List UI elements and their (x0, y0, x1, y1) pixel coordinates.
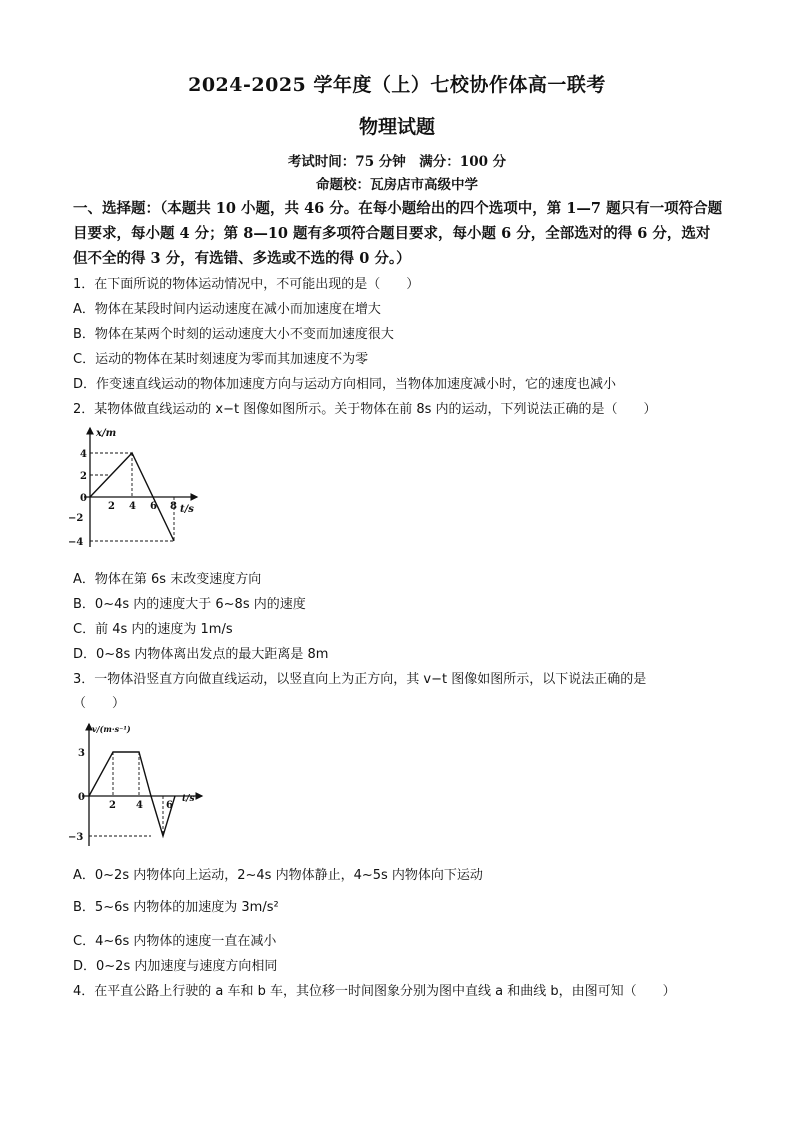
q3-stem: 3．一物体沿竖直方向做直线运动，以竖直向上为正方向，其 v−t 图像如图所示，以下说法正确的是 (73, 672, 647, 687)
q3-ytick-0: 0 (78, 792, 85, 803)
q3-option-b: B．5~6s 内物体的加速度为 3m/s² (73, 900, 279, 915)
q3-xtick-2: 2 (109, 800, 116, 811)
q2-ytick-neg2: −2 (68, 513, 84, 524)
q2-stem: 2．某物体做直线运动的 x−t 图像如图所示。关于物体在前 8s 内的运动，下列说法正确的是（ ） (73, 402, 657, 417)
q3-option-a: A．0~2s 内物体向上运动，2~4s 内物体静止，4~5s 内物体向下运动 (73, 868, 483, 883)
q3-stem-cont: （ ） (73, 696, 126, 711)
exam-setter: 命题校：瓦房店市高级中学 (316, 177, 478, 193)
exam-info: 考试时间：75 分钟 满分：100 分 (287, 154, 507, 170)
q3-option-d: D．0~2s 内加速度与速度方向相同 (73, 959, 278, 974)
q3-ytick-neg3: −3 (68, 832, 84, 843)
q2-option-b: B．0~4s 内的速度大于 6~8s 内的速度 (73, 597, 306, 612)
q1-stem: 1．在下面所说的物体运动情况中，不可能出现的是（ ） (73, 277, 420, 292)
q3-vt-graph (62, 718, 212, 850)
q1-option-d: D．作变速直线运动的物体加速度方向与运动方向相同，当物体加速度减小时，它的速度也减小 (73, 377, 617, 392)
q2-xt-graph (62, 422, 212, 557)
q1-option-c: C．运动的物体在某时刻速度为零而其加速度不为零 (73, 352, 369, 367)
q1-option-b: B．物体在某两个时刻的运动速度大小不变而加速度很大 (73, 327, 394, 342)
q2-xtick-2: 2 (108, 501, 115, 512)
exam-subject: 物理试题 (358, 116, 435, 138)
q2-ytick-neg4: −4 (68, 537, 84, 548)
q2-option-c: C．前 4s 内的速度为 1m/s (73, 622, 233, 637)
q1-option-a: A．物体在某段时间内运动速度在减小而加速度在增大 (73, 302, 381, 317)
q3-xtick-6: 6 (166, 800, 173, 811)
q2-ytick-0: 0 (80, 493, 87, 504)
q4-stem: 4．在平直公路上行驶的 a 车和 b 车，其位移一时间图象分别为图中直线 a 和曲线 b，由图可知（ ） (73, 984, 676, 999)
q3-option-c: C．4~6s 内物体的速度一直在减小 (73, 934, 277, 949)
exam-title: 2024-2025 学年度（上）七校协作体高一联考 (188, 74, 606, 96)
q2-option-a: A．物体在第 6s 末改变速度方向 (73, 572, 262, 587)
q2-option-d: D．0~8s 内物体离出发点的最大距离是 8m (73, 647, 329, 662)
q2-ytick-4: 4 (80, 449, 87, 460)
q2-x-label: t/s (180, 504, 194, 515)
q3-xtick-4: 4 (136, 800, 143, 811)
q3-ytick-3: 3 (78, 748, 85, 759)
q2-ytick-2: 2 (80, 471, 87, 482)
q3-x-label: t/s (182, 794, 195, 804)
q3-y-label: v/(m·s⁻¹) (92, 724, 131, 734)
q2-xtick-8: 8 (170, 501, 177, 512)
q2-xtick-6: 6 (150, 501, 157, 512)
q3-vt-line (89, 752, 175, 836)
section-heading: 一、选择题：（本题共 10 小题，共 46 分。在每小题给出的四个选项中，第 1—7 题只有一项符合题目要求，每小题 4 分；第 8—10 题有多项符合题目要求，每小题 6 分，全部选对的得 6 分，选对但不全的得 3 分，有选错、多选或不选的得 0 分。） (73, 200, 723, 267)
q2-xtick-4: 4 (129, 501, 136, 512)
q2-y-label: x/m (96, 428, 117, 439)
